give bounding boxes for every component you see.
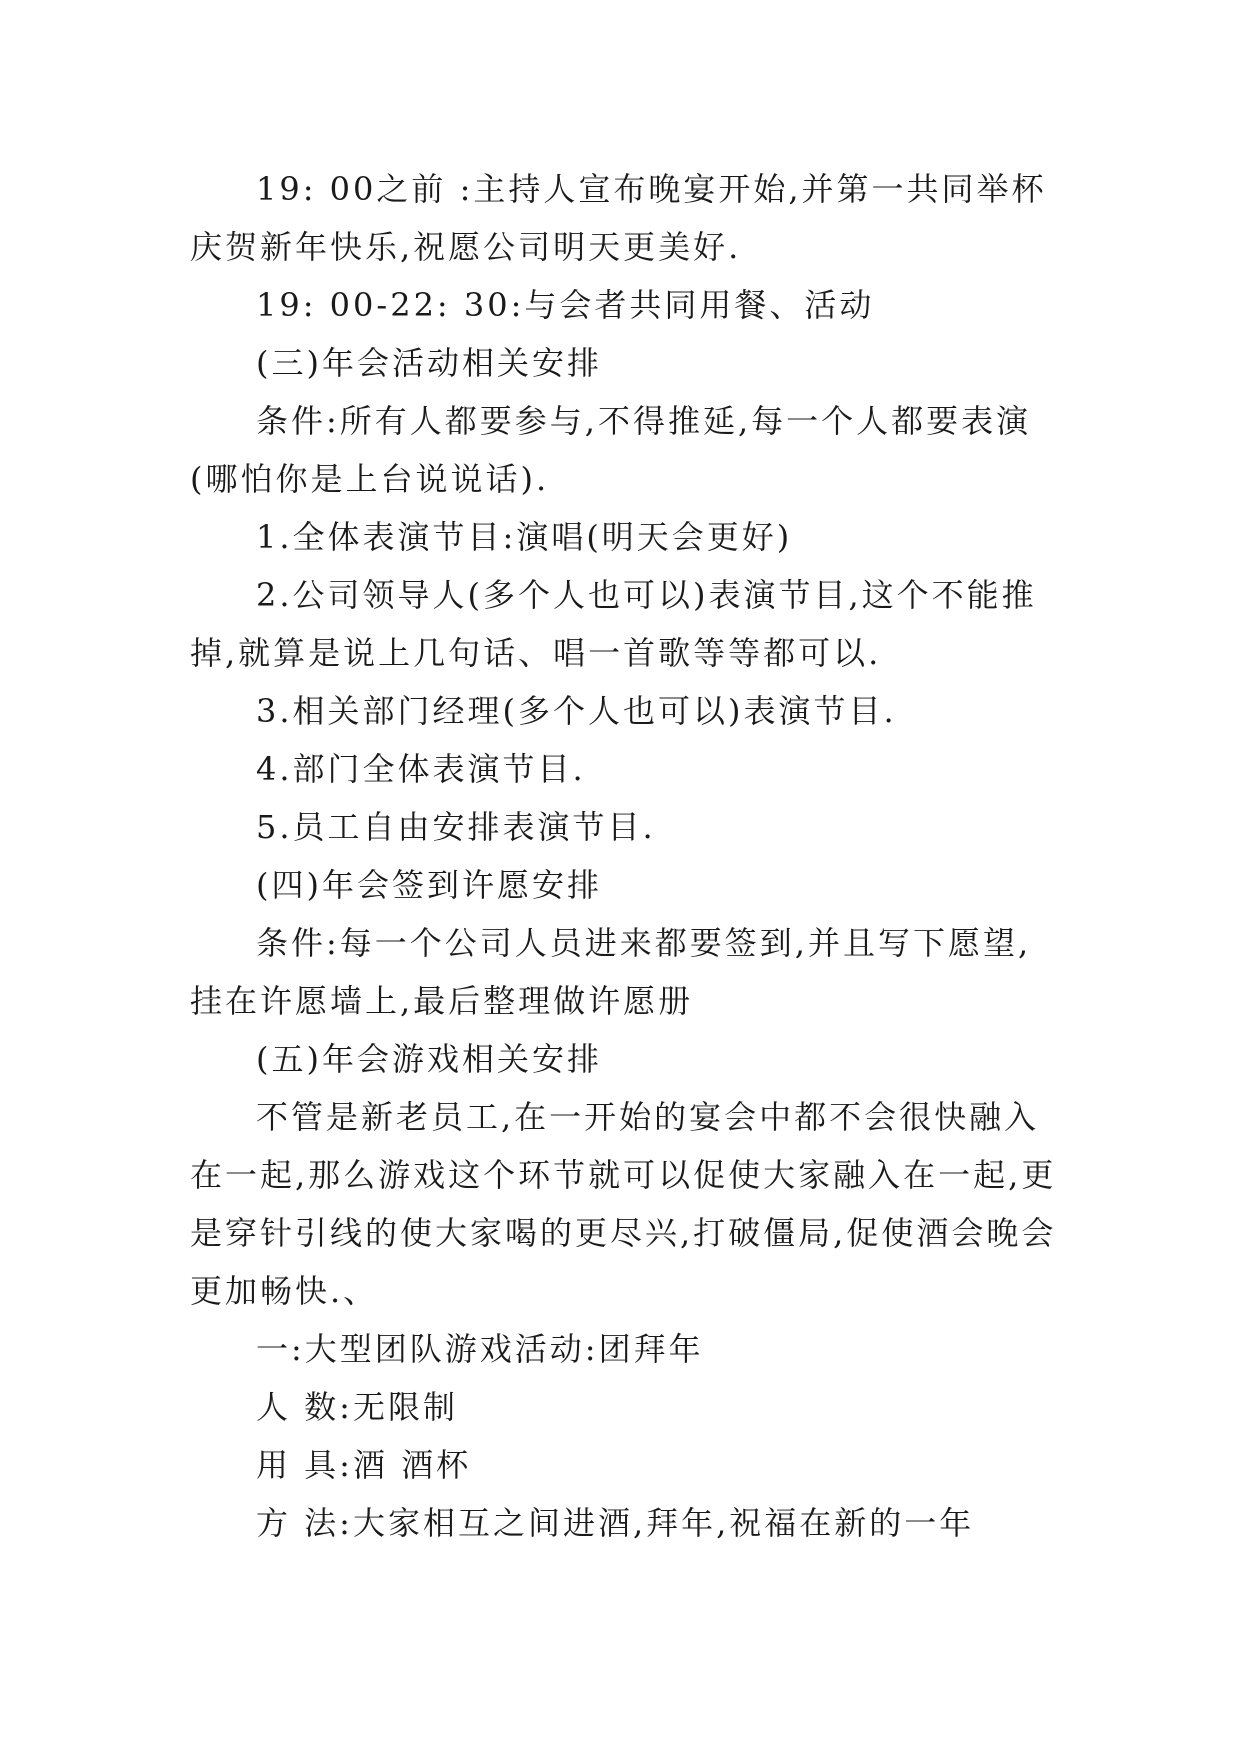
list-item-3: 3.相关部门经理(多个人也可以)表演节目. xyxy=(256,692,897,730)
section-heading-activities: (三)年会活动相关安排 xyxy=(256,344,602,382)
document-body xyxy=(190,160,1060,1552)
paragraph-game-title: 一:大型团队游戏活动:团拜年 xyxy=(256,1330,704,1368)
paragraph-game-props: 用 具:酒 酒杯 xyxy=(256,1446,472,1484)
list-item-2: 2.公司领导人(多个人也可以)表演节目,这个不能推掉,就算是说上几句话、唱一首歌等等都可以. xyxy=(190,576,1037,672)
paragraph-activity-conditions: 条件:所有人都要参与,不得推延,每一个人都要表演(哪怕你是上台说说话). xyxy=(190,402,1032,498)
paragraph-game-participants: 人 数:无限制 xyxy=(256,1388,458,1426)
paragraph-game-method: 方 法:大家相互之间进酒,拜年,祝福在新的一年 xyxy=(256,1504,975,1542)
paragraph-games-intro: 不管是新老员工,在一开始的宴会中都不会很快融入在一起,那么游戏这个环节就可以促使大家融入在一起,更是穿针引线的使大家喝的更尽兴,打破僵局,促使酒会晚会更加畅快.、 xyxy=(190,1098,1057,1310)
list-item-5: 5.员工自由安排表演节目. xyxy=(256,808,656,846)
paragraph-schedule-before-1900: 19: 00之前 :主持人宣布晚宴开始,并第一共同举杯庆贺新年快乐,祝愿公司明天更美好. xyxy=(190,170,1047,266)
section-heading-games: (五)年会游戏相关安排 xyxy=(256,1040,602,1078)
section-heading-signin: (四)年会签到许愿安排 xyxy=(256,866,602,904)
list-item-1: 1.全体表演节目:演唱(明天会更好) xyxy=(256,518,793,556)
paragraph-schedule-1900-2230: 19: 00-22: 30:与会者共同用餐、活动 xyxy=(256,286,875,324)
list-item-4: 4.部门全体表演节目. xyxy=(256,750,586,788)
paragraph-signin-conditions: 条件:每一个公司人员进来都要签到,并且写下愿望,挂在许愿墙上,最后整理做许愿册 xyxy=(190,924,1032,1020)
